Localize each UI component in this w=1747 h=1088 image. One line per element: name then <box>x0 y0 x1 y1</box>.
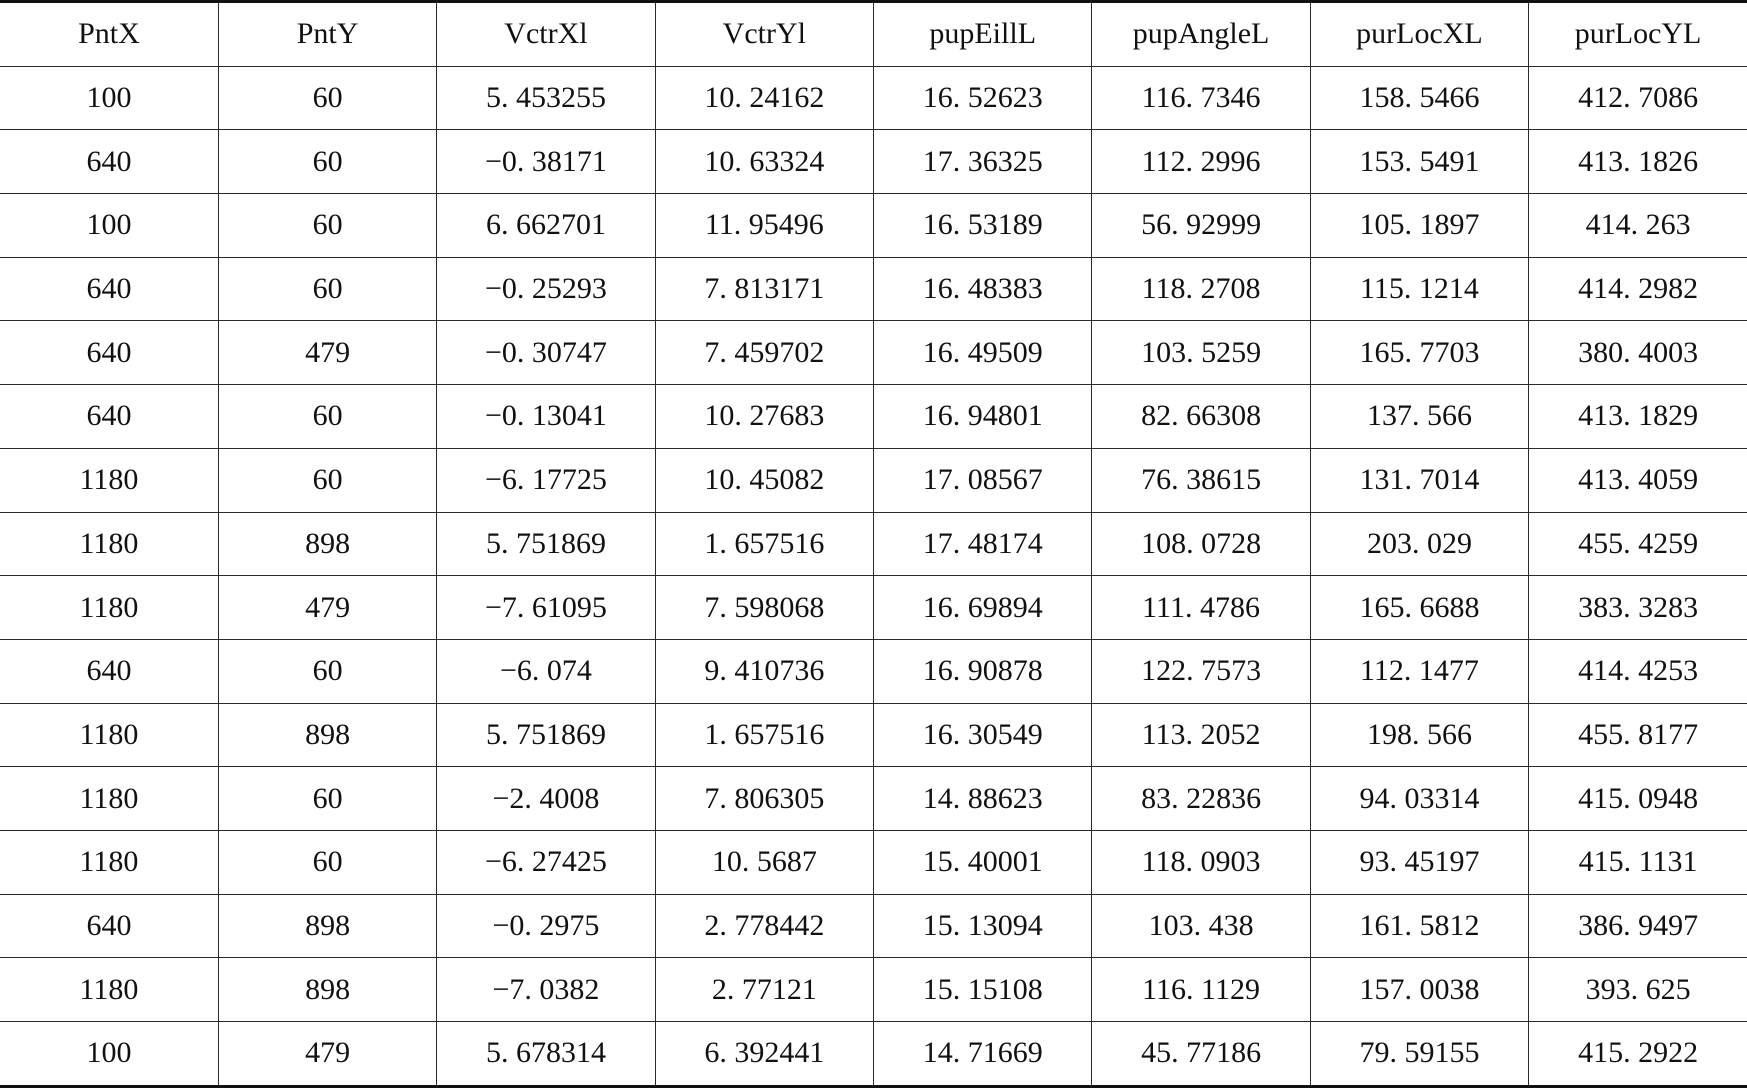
table-cell: 60 <box>218 130 436 194</box>
table-cell: 165. 7703 <box>1310 321 1528 385</box>
table-cell: 10. 24162 <box>655 66 873 130</box>
table-cell: 640 <box>0 257 218 321</box>
table-cell: 6. 662701 <box>437 194 655 258</box>
table-cell: 17. 36325 <box>874 130 1092 194</box>
table-cell: 100 <box>0 194 218 258</box>
table-row <box>0 321 1747 385</box>
table-cell: −7. 0382 <box>437 958 655 1022</box>
table-cell: 108. 0728 <box>1092 512 1310 576</box>
table-cell: −0. 30747 <box>437 321 655 385</box>
table-cell: 1180 <box>0 576 218 640</box>
table-row <box>0 130 1747 194</box>
table-cell: 1. 657516 <box>655 512 873 576</box>
table-cell: 17. 48174 <box>874 512 1092 576</box>
table-cell: 11. 95496 <box>655 194 873 258</box>
table-cell: 105. 1897 <box>1310 194 1528 258</box>
table-cell: 60 <box>218 767 436 831</box>
table-cell: 45. 77186 <box>1092 1022 1310 1087</box>
table-cell: 1180 <box>0 830 218 894</box>
table-cell: 60 <box>218 385 436 449</box>
table-cell: 115. 1214 <box>1310 257 1528 321</box>
table-cell: −0. 2975 <box>437 894 655 958</box>
header-row <box>0 2 1747 67</box>
table-cell: 414. 263 <box>1529 194 1747 258</box>
table-cell: 479 <box>218 1022 436 1087</box>
table-cell: 455. 4259 <box>1529 512 1747 576</box>
table-cell: 2. 77121 <box>655 958 873 1022</box>
table-cell: 15. 13094 <box>874 894 1092 958</box>
table-cell: 5. 751869 <box>437 512 655 576</box>
table-cell: 112. 2996 <box>1092 130 1310 194</box>
table-cell: −6. 27425 <box>437 830 655 894</box>
table-cell: 60 <box>218 639 436 703</box>
table-cell: 10. 63324 <box>655 130 873 194</box>
table-cell: 1180 <box>0 958 218 1022</box>
table-cell: 5. 453255 <box>437 66 655 130</box>
table-cell: 5. 751869 <box>437 703 655 767</box>
table-row <box>0 767 1747 831</box>
table-cell: 898 <box>218 958 436 1022</box>
table-row <box>0 958 1747 1022</box>
table-cell: 100 <box>0 66 218 130</box>
table-cell: 898 <box>218 894 436 958</box>
table-cell: −0. 38171 <box>437 130 655 194</box>
table-cell: 640 <box>0 894 218 958</box>
table-cell: 898 <box>218 703 436 767</box>
table-cell: 16. 90878 <box>874 639 1092 703</box>
table-row <box>0 512 1747 576</box>
table-cell: 76. 38615 <box>1092 448 1310 512</box>
table-cell: 10. 27683 <box>655 385 873 449</box>
header-cell: purLocYL <box>1529 2 1747 67</box>
table-cell: 413. 1829 <box>1529 385 1747 449</box>
table-cell: 1. 657516 <box>655 703 873 767</box>
table-cell: 393. 625 <box>1529 958 1747 1022</box>
table-cell: 2. 778442 <box>655 894 873 958</box>
table-row <box>0 1022 1747 1087</box>
table-cell: 165. 6688 <box>1310 576 1528 640</box>
table-cell: 16. 53189 <box>874 194 1092 258</box>
table-cell: 413. 4059 <box>1529 448 1747 512</box>
table-row <box>0 257 1747 321</box>
table-cell: 7. 459702 <box>655 321 873 385</box>
table-cell: 16. 94801 <box>874 385 1092 449</box>
table-cell: 113. 2052 <box>1092 703 1310 767</box>
table-cell: 15. 40001 <box>874 830 1092 894</box>
table-cell: 17. 08567 <box>874 448 1092 512</box>
table-cell: 412. 7086 <box>1529 66 1747 130</box>
table-cell: 640 <box>0 385 218 449</box>
table-cell: 10. 5687 <box>655 830 873 894</box>
table-cell: 100 <box>0 1022 218 1087</box>
table-cell: 415. 2922 <box>1529 1022 1747 1087</box>
table-cell: 16. 69894 <box>874 576 1092 640</box>
table-cell: −0. 25293 <box>437 257 655 321</box>
table-row <box>0 639 1747 703</box>
header-cell: pupEillL <box>874 2 1092 67</box>
table-row <box>0 703 1747 767</box>
table-cell: 413. 1826 <box>1529 130 1747 194</box>
header-cell: PntX <box>0 2 218 67</box>
table-cell: 157. 0038 <box>1310 958 1528 1022</box>
table-cell: 898 <box>218 512 436 576</box>
table-cell: 131. 7014 <box>1310 448 1528 512</box>
table-cell: 111. 4786 <box>1092 576 1310 640</box>
table-cell: 198. 566 <box>1310 703 1528 767</box>
table-cell: 640 <box>0 130 218 194</box>
table-cell: −6. 074 <box>437 639 655 703</box>
table-cell: 380. 4003 <box>1529 321 1747 385</box>
table-cell: 7. 598068 <box>655 576 873 640</box>
table-cell: 16. 52623 <box>874 66 1092 130</box>
table-cell: 93. 45197 <box>1310 830 1528 894</box>
table-cell: 14. 71669 <box>874 1022 1092 1087</box>
table-row <box>0 194 1747 258</box>
table-row <box>0 448 1747 512</box>
table-cell: 640 <box>0 639 218 703</box>
table-cell: 455. 8177 <box>1529 703 1747 767</box>
table-row <box>0 830 1747 894</box>
table-header <box>0 2 1747 67</box>
table-cell: 112. 1477 <box>1310 639 1528 703</box>
table-cell: 60 <box>218 194 436 258</box>
table-cell: 83. 22836 <box>1092 767 1310 831</box>
table-cell: 415. 0948 <box>1529 767 1747 831</box>
table-cell: −7. 61095 <box>437 576 655 640</box>
table-row <box>0 385 1747 449</box>
table-cell: 94. 03314 <box>1310 767 1528 831</box>
header-cell: purLocXL <box>1310 2 1528 67</box>
table-row <box>0 894 1747 958</box>
table-cell: 414. 2982 <box>1529 257 1747 321</box>
table-cell: 16. 30549 <box>874 703 1092 767</box>
table-cell: 116. 1129 <box>1092 958 1310 1022</box>
table-cell: 7. 813171 <box>655 257 873 321</box>
table-cell: 137. 566 <box>1310 385 1528 449</box>
table-cell: 118. 2708 <box>1092 257 1310 321</box>
table-cell: 60 <box>218 448 436 512</box>
table-cell: 383. 3283 <box>1529 576 1747 640</box>
table-cell: 118. 0903 <box>1092 830 1310 894</box>
table-cell: 16. 48383 <box>874 257 1092 321</box>
table-body <box>0 66 1747 1086</box>
table-cell: 56. 92999 <box>1092 194 1310 258</box>
table-cell: 386. 9497 <box>1529 894 1747 958</box>
table-cell: 203. 029 <box>1310 512 1528 576</box>
table-cell: 415. 1131 <box>1529 830 1747 894</box>
table-cell: 60 <box>218 830 436 894</box>
table-cell: 640 <box>0 321 218 385</box>
table-cell: 9. 410736 <box>655 639 873 703</box>
table-cell: 414. 4253 <box>1529 639 1747 703</box>
table-cell: 5. 678314 <box>437 1022 655 1087</box>
header-cell: PntY <box>218 2 436 67</box>
table-cell: 122. 7573 <box>1092 639 1310 703</box>
table-cell: 158. 5466 <box>1310 66 1528 130</box>
table-row <box>0 576 1747 640</box>
table-cell: 103. 438 <box>1092 894 1310 958</box>
table-cell: 103. 5259 <box>1092 321 1310 385</box>
header-cell: pupAngleL <box>1092 2 1310 67</box>
table-cell: 60 <box>218 257 436 321</box>
table-cell: 1180 <box>0 703 218 767</box>
table-cell: 6. 392441 <box>655 1022 873 1087</box>
table-cell: −0. 13041 <box>437 385 655 449</box>
table-cell: 1180 <box>0 512 218 576</box>
table-cell: −2. 4008 <box>437 767 655 831</box>
table-cell: 82. 66308 <box>1092 385 1310 449</box>
table-cell: 116. 7346 <box>1092 66 1310 130</box>
table-cell: 15. 15108 <box>874 958 1092 1022</box>
table-cell: 1180 <box>0 448 218 512</box>
table-cell: 16. 49509 <box>874 321 1092 385</box>
table-row <box>0 66 1747 130</box>
table-cell: 14. 88623 <box>874 767 1092 831</box>
header-cell: VctrXl <box>437 2 655 67</box>
table-cell: 479 <box>218 321 436 385</box>
table-cell: 1180 <box>0 767 218 831</box>
table-cell: 153. 5491 <box>1310 130 1528 194</box>
table-cell: 7. 806305 <box>655 767 873 831</box>
table-cell: −6. 17725 <box>437 448 655 512</box>
table-cell: 79. 59155 <box>1310 1022 1528 1087</box>
header-cell: VctrYl <box>655 2 873 67</box>
table-cell: 60 <box>218 66 436 130</box>
table-cell: 479 <box>218 576 436 640</box>
table-cell: 161. 5812 <box>1310 894 1528 958</box>
table-cell: 10. 45082 <box>655 448 873 512</box>
